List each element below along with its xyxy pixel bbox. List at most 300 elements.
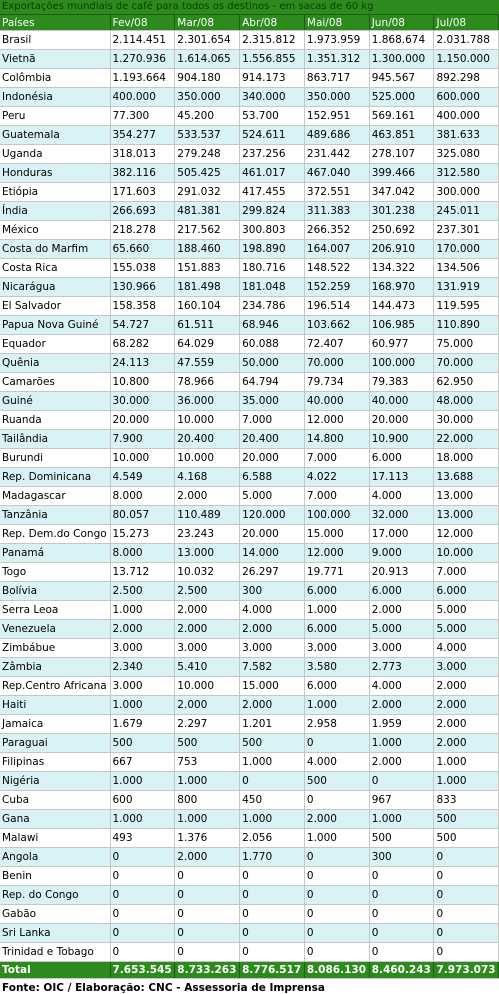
value-cell: 2.000 [175, 696, 240, 715]
table-row [0, 164, 499, 183]
value-cell: 72.407 [304, 335, 369, 354]
table-row [0, 620, 499, 639]
value-cell: 417.455 [240, 183, 305, 202]
value-cell: 0 [304, 791, 369, 810]
value-cell: 461.017 [240, 164, 305, 183]
value-cell: 2.031.788 [434, 31, 499, 50]
country-cell: Nigéria [0, 772, 110, 791]
value-cell: 0 [369, 943, 434, 962]
country-cell: Trinidad e Tobago [0, 943, 110, 962]
value-cell: 0 [369, 867, 434, 886]
value-cell: 300.803 [240, 221, 305, 240]
country-cell: Zimbábue [0, 639, 110, 658]
table-row [0, 791, 499, 810]
value-cell: 45.200 [175, 107, 240, 126]
value-cell: 1.679 [110, 715, 175, 734]
total-value: 8.776.517 [240, 962, 305, 979]
value-cell: 300 [240, 582, 305, 601]
column-header-month: Jul/08 [434, 15, 499, 31]
country-cell: Tailândia [0, 430, 110, 449]
value-cell: 667 [110, 753, 175, 772]
country-cell: Rep. Dem.do Congo [0, 525, 110, 544]
value-cell: 12.000 [434, 525, 499, 544]
value-cell: 2.500 [175, 582, 240, 601]
value-cell: 500 [240, 734, 305, 753]
value-cell: 500 [175, 734, 240, 753]
table-row [0, 316, 499, 335]
value-cell: 17.113 [369, 468, 434, 487]
total-value: 8.733.263 [175, 962, 240, 979]
value-cell: 5.000 [434, 601, 499, 620]
table-row [0, 753, 499, 772]
value-cell: 65.660 [110, 240, 175, 259]
value-cell: 0 [175, 905, 240, 924]
value-cell: 2.000 [240, 696, 305, 715]
table-row [0, 145, 499, 164]
value-cell: 1.201 [240, 715, 305, 734]
value-cell: 5.000 [434, 620, 499, 639]
table-row [0, 886, 499, 905]
value-cell: 500 [369, 829, 434, 848]
country-cell: Venezuela [0, 620, 110, 639]
value-cell: 1.150.000 [434, 50, 499, 69]
value-cell: 4.000 [304, 753, 369, 772]
country-cell: Peru [0, 107, 110, 126]
value-cell: 4.000 [240, 601, 305, 620]
table-title: Exportações mundiais de café para todos os destinos - em sacas de 60 kg [0, 0, 499, 15]
value-cell: 6.000 [434, 582, 499, 601]
country-cell: Angola [0, 848, 110, 867]
value-cell: 250.692 [369, 221, 434, 240]
value-cell: 0 [240, 924, 305, 943]
value-cell: 340.000 [240, 88, 305, 107]
value-cell: 2.000 [175, 848, 240, 867]
table-row [0, 297, 499, 316]
value-cell: 160.104 [175, 297, 240, 316]
value-cell: 6.000 [369, 449, 434, 468]
value-cell: 2.000 [304, 810, 369, 829]
value-cell: 0 [304, 943, 369, 962]
value-cell: 500 [304, 772, 369, 791]
value-cell: 217.562 [175, 221, 240, 240]
table-row [0, 601, 499, 620]
value-cell: 892.298 [434, 69, 499, 88]
table-row [0, 924, 499, 943]
value-cell: 2.000 [434, 677, 499, 696]
table-body [0, 31, 499, 962]
column-header-month: Fev/08 [110, 15, 175, 31]
value-cell: 3.580 [304, 658, 369, 677]
value-cell: 2.114.451 [110, 31, 175, 50]
value-cell: 168.970 [369, 278, 434, 297]
value-cell: 2.000 [369, 696, 434, 715]
value-cell: 60.088 [240, 335, 305, 354]
table-row [0, 677, 499, 696]
value-cell: 3.000 [304, 639, 369, 658]
country-cell: Brasil [0, 31, 110, 50]
table-row [0, 392, 499, 411]
value-cell: 48.000 [434, 392, 499, 411]
table-footer [0, 962, 499, 979]
value-cell: 245.011 [434, 202, 499, 221]
table-row [0, 810, 499, 829]
total-value: 8.460.243 [369, 962, 434, 979]
value-cell: 2.000 [175, 620, 240, 639]
value-cell: 79.383 [369, 373, 434, 392]
value-cell: 10.000 [175, 411, 240, 430]
value-cell: 26.297 [240, 563, 305, 582]
table-row [0, 449, 499, 468]
value-cell: 753 [175, 753, 240, 772]
value-cell: 300 [369, 848, 434, 867]
country-cell: Sri Lanka [0, 924, 110, 943]
exports-table [0, 15, 499, 979]
table-row [0, 221, 499, 240]
table-row [0, 50, 499, 69]
value-cell: 61.511 [175, 316, 240, 335]
value-cell: 0 [110, 924, 175, 943]
value-cell: 23.243 [175, 525, 240, 544]
country-cell: Costa Rica [0, 259, 110, 278]
value-cell: 180.716 [240, 259, 305, 278]
table-row [0, 88, 499, 107]
value-cell: 144.473 [369, 297, 434, 316]
value-cell: 463.851 [369, 126, 434, 145]
value-cell: 0 [304, 924, 369, 943]
value-cell: 0 [110, 905, 175, 924]
value-cell: 1.000 [110, 696, 175, 715]
value-cell: 0 [175, 943, 240, 962]
value-cell: 0 [304, 905, 369, 924]
country-cell: Etiópia [0, 183, 110, 202]
value-cell: 0 [110, 886, 175, 905]
value-cell: 1.000 [434, 772, 499, 791]
value-cell: 120.000 [240, 506, 305, 525]
value-cell: 266.352 [304, 221, 369, 240]
country-cell: El Salvador [0, 297, 110, 316]
table-row [0, 639, 499, 658]
value-cell: 278.107 [369, 145, 434, 164]
value-cell: 1.000 [434, 753, 499, 772]
country-cell: Camarões [0, 373, 110, 392]
value-cell: 525.000 [369, 88, 434, 107]
value-cell: 54.727 [110, 316, 175, 335]
value-cell: 2.301.654 [175, 31, 240, 50]
country-cell: Ruanda [0, 411, 110, 430]
value-cell: 164.007 [304, 240, 369, 259]
value-cell: 0 [369, 772, 434, 791]
value-cell: 266.693 [110, 202, 175, 221]
table-row [0, 69, 499, 88]
value-cell: 1.000 [110, 810, 175, 829]
value-cell: 1.376 [175, 829, 240, 848]
value-cell: 100.000 [304, 506, 369, 525]
value-cell: 5.000 [369, 620, 434, 639]
country-cell: Tanzânia [0, 506, 110, 525]
country-cell: Zâmbia [0, 658, 110, 677]
value-cell: 18.000 [434, 449, 499, 468]
value-cell: 1.959 [369, 715, 434, 734]
value-cell: 15.000 [304, 525, 369, 544]
country-cell: Togo [0, 563, 110, 582]
value-cell: 2.297 [175, 715, 240, 734]
table-row [0, 468, 499, 487]
value-cell: 291.032 [175, 183, 240, 202]
table-row [0, 354, 499, 373]
country-cell: Vietnã [0, 50, 110, 69]
value-cell: 2.056 [240, 829, 305, 848]
country-cell: Burundi [0, 449, 110, 468]
value-cell: 493 [110, 829, 175, 848]
value-cell: 19.771 [304, 563, 369, 582]
country-cell: Indonésia [0, 88, 110, 107]
value-cell: 0 [240, 772, 305, 791]
table-row [0, 487, 499, 506]
value-cell: 2.000 [369, 753, 434, 772]
value-cell: 68.946 [240, 316, 305, 335]
value-cell: 64.029 [175, 335, 240, 354]
column-header-month: Mai/08 [304, 15, 369, 31]
value-cell: 2.000 [369, 601, 434, 620]
table-row [0, 31, 499, 50]
value-cell: 50.000 [240, 354, 305, 373]
country-cell: Costa do Marfim [0, 240, 110, 259]
value-cell: 70.000 [304, 354, 369, 373]
value-cell: 2.000 [434, 696, 499, 715]
value-cell: 0 [240, 943, 305, 962]
value-cell: 6.588 [240, 468, 305, 487]
table-row [0, 183, 499, 202]
value-cell: 110.489 [175, 506, 240, 525]
value-cell: 2.340 [110, 658, 175, 677]
value-cell: 3.000 [369, 639, 434, 658]
country-cell: Malawi [0, 829, 110, 848]
value-cell: 372.551 [304, 183, 369, 202]
value-cell: 30.000 [434, 411, 499, 430]
country-cell: Panamá [0, 544, 110, 563]
value-cell: 0 [304, 848, 369, 867]
column-header-month: Abr/08 [240, 15, 305, 31]
value-cell: 151.883 [175, 259, 240, 278]
column-header-month: Jun/08 [369, 15, 434, 31]
table-row [0, 373, 499, 392]
table-row [0, 943, 499, 962]
value-cell: 2.773 [369, 658, 434, 677]
table-row [0, 411, 499, 430]
table-row [0, 259, 499, 278]
value-cell: 40.000 [304, 392, 369, 411]
table-row [0, 107, 499, 126]
value-cell: 12.000 [304, 411, 369, 430]
value-cell: 318.013 [110, 145, 175, 164]
value-cell: 4.549 [110, 468, 175, 487]
value-cell: 100.000 [369, 354, 434, 373]
value-cell: 299.824 [240, 202, 305, 221]
country-cell: Bolívia [0, 582, 110, 601]
value-cell: 7.000 [240, 411, 305, 430]
value-cell: 467.040 [304, 164, 369, 183]
country-cell: Benin [0, 867, 110, 886]
value-cell: 110.890 [434, 316, 499, 335]
table-row [0, 867, 499, 886]
value-cell: 489.686 [304, 126, 369, 145]
country-cell: Colômbia [0, 69, 110, 88]
value-cell: 1.193.664 [110, 69, 175, 88]
value-cell: 13.000 [434, 487, 499, 506]
value-cell: 17.000 [369, 525, 434, 544]
value-cell: 0 [369, 924, 434, 943]
value-cell: 0 [369, 886, 434, 905]
table-row [0, 126, 499, 145]
value-cell: 382.116 [110, 164, 175, 183]
table-row [0, 772, 499, 791]
table-row [0, 715, 499, 734]
value-cell: 9.000 [369, 544, 434, 563]
value-cell: 2.000 [434, 715, 499, 734]
value-cell: 24.113 [110, 354, 175, 373]
value-cell: 399.466 [369, 164, 434, 183]
value-cell: 1.000 [240, 753, 305, 772]
value-cell: 1.300.000 [369, 50, 434, 69]
value-cell: 3.000 [110, 639, 175, 658]
country-cell: Gabão [0, 905, 110, 924]
value-cell: 0 [240, 886, 305, 905]
value-cell: 500 [434, 810, 499, 829]
value-cell: 188.460 [175, 240, 240, 259]
value-cell: 47.559 [175, 354, 240, 373]
value-cell: 350.000 [304, 88, 369, 107]
value-cell: 1.000 [304, 829, 369, 848]
value-cell: 6.000 [304, 620, 369, 639]
value-cell: 148.522 [304, 259, 369, 278]
table-row [0, 335, 499, 354]
value-cell: 600.000 [434, 88, 499, 107]
country-cell: Jamaica [0, 715, 110, 734]
table-row [0, 696, 499, 715]
value-cell: 13.712 [110, 563, 175, 582]
value-cell: 0 [434, 905, 499, 924]
value-cell: 347.042 [369, 183, 434, 202]
value-cell: 20.000 [240, 525, 305, 544]
table-row [0, 905, 499, 924]
value-cell: 134.506 [434, 259, 499, 278]
value-cell: 300.000 [434, 183, 499, 202]
value-cell: 0 [175, 886, 240, 905]
value-cell: 2.000 [434, 734, 499, 753]
value-cell: 505.425 [175, 164, 240, 183]
value-cell: 0 [304, 867, 369, 886]
value-cell: 20.000 [369, 411, 434, 430]
value-cell: 152.259 [304, 278, 369, 297]
country-cell: Uganda [0, 145, 110, 164]
country-cell: Cuba [0, 791, 110, 810]
value-cell: 1.000 [369, 734, 434, 753]
value-cell: 945.567 [369, 69, 434, 88]
value-cell: 10.800 [110, 373, 175, 392]
value-cell: 20.000 [110, 411, 175, 430]
country-cell: Nicarágua [0, 278, 110, 297]
value-cell: 0 [175, 924, 240, 943]
column-header-month: Mar/08 [175, 15, 240, 31]
table-row [0, 848, 499, 867]
value-cell: 1.000 [240, 810, 305, 829]
country-cell: Rep.Centro Africana [0, 677, 110, 696]
value-cell: 14.000 [240, 544, 305, 563]
value-cell: 20.000 [240, 449, 305, 468]
value-cell: 1.868.674 [369, 31, 434, 50]
value-cell: 0 [304, 734, 369, 753]
total-value: 8.086.130 [304, 962, 369, 979]
value-cell: 0 [110, 848, 175, 867]
value-cell: 400.000 [110, 88, 175, 107]
value-cell: 13.000 [175, 544, 240, 563]
country-cell: Madagascar [0, 487, 110, 506]
value-cell: 600 [110, 791, 175, 810]
value-cell: 181.498 [175, 278, 240, 297]
value-cell: 35.000 [240, 392, 305, 411]
value-cell: 381.633 [434, 126, 499, 145]
value-cell: 4.000 [369, 487, 434, 506]
value-cell: 301.238 [369, 202, 434, 221]
value-cell: 79.734 [304, 373, 369, 392]
value-cell: 2.000 [175, 601, 240, 620]
value-cell: 68.282 [110, 335, 175, 354]
table-row [0, 202, 499, 221]
value-cell: 967 [369, 791, 434, 810]
value-cell: 0 [240, 867, 305, 886]
value-cell: 0 [434, 848, 499, 867]
value-cell: 3.000 [175, 639, 240, 658]
value-cell: 0 [434, 943, 499, 962]
value-cell: 1.000 [304, 696, 369, 715]
value-cell: 8.000 [110, 544, 175, 563]
value-cell: 237.256 [240, 145, 305, 164]
value-cell: 0 [434, 886, 499, 905]
value-cell: 1.614.065 [175, 50, 240, 69]
value-cell: 198.890 [240, 240, 305, 259]
value-cell: 3.000 [240, 639, 305, 658]
value-cell: 7.000 [304, 487, 369, 506]
value-cell: 312.580 [434, 164, 499, 183]
value-cell: 481.381 [175, 202, 240, 221]
value-cell: 4.000 [369, 677, 434, 696]
value-cell: 20.400 [240, 430, 305, 449]
value-cell: 7.582 [240, 658, 305, 677]
value-cell: 0 [175, 867, 240, 886]
value-cell: 5.410 [175, 658, 240, 677]
value-cell: 1.973.959 [304, 31, 369, 50]
value-cell: 12.000 [304, 544, 369, 563]
value-cell: 15.000 [240, 677, 305, 696]
value-cell: 2.315.812 [240, 31, 305, 50]
value-cell: 6.000 [369, 582, 434, 601]
country-cell: Serra Leoa [0, 601, 110, 620]
value-cell: 311.383 [304, 202, 369, 221]
table-row [0, 506, 499, 525]
value-cell: 32.000 [369, 506, 434, 525]
value-cell: 218.278 [110, 221, 175, 240]
value-cell: 1.351.312 [304, 50, 369, 69]
header-row [0, 15, 499, 31]
value-cell: 5.000 [240, 487, 305, 506]
value-cell: 1.000 [304, 601, 369, 620]
value-cell: 22.000 [434, 430, 499, 449]
value-cell: 171.603 [110, 183, 175, 202]
value-cell: 533.537 [175, 126, 240, 145]
value-cell: 2.000 [110, 620, 175, 639]
value-cell: 524.611 [240, 126, 305, 145]
value-cell: 36.000 [175, 392, 240, 411]
